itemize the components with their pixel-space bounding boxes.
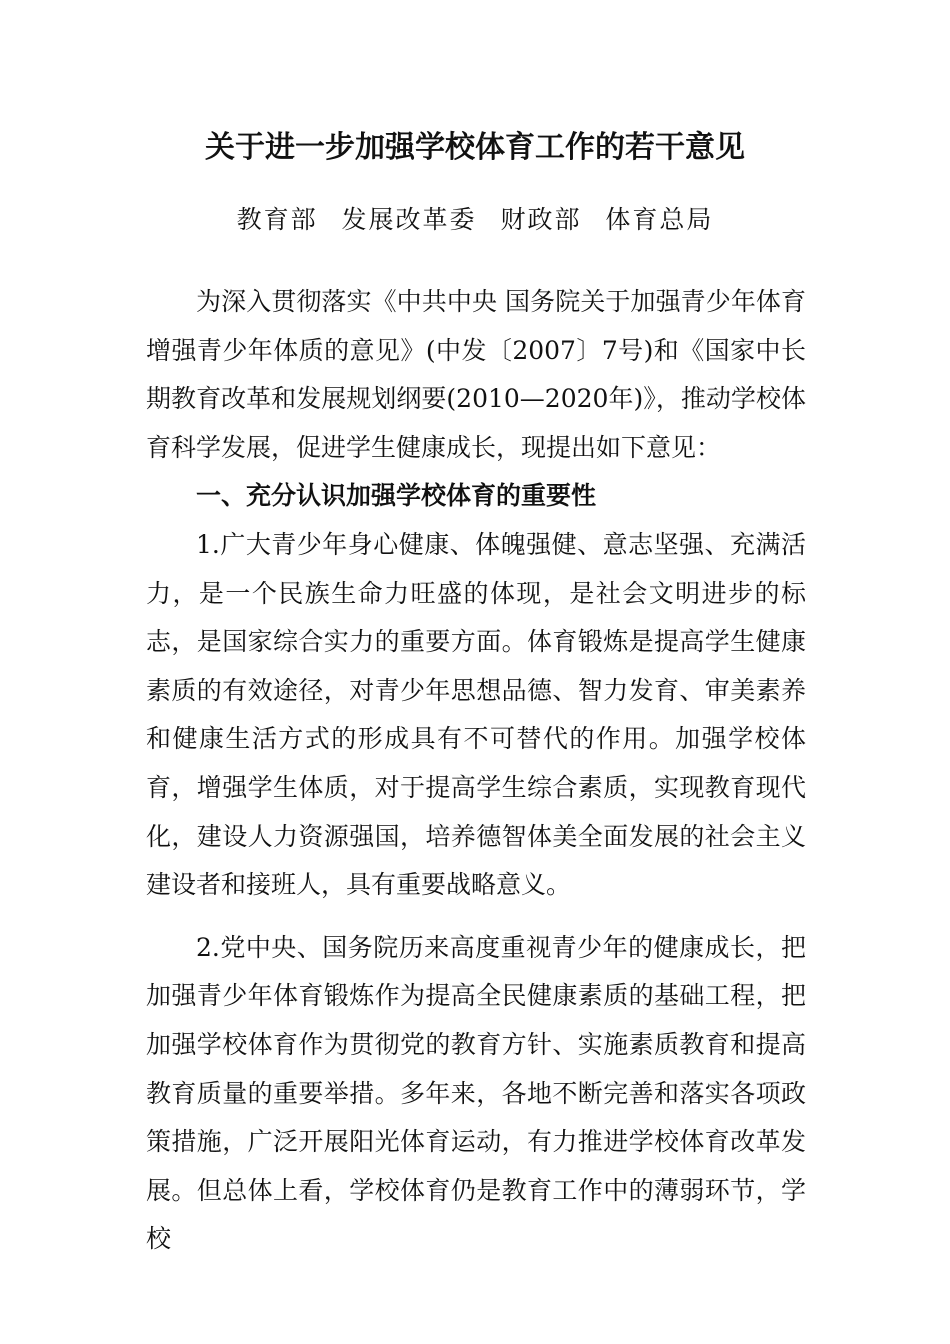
section-heading-1: 一、充分认识加强学校体育的重要性 (196, 481, 597, 511)
intro-paragraph: 为深入贯彻落实《中共中央 国务院关于加强青少年体育增强青少年体质的意见》(中发〔2007〕7号)和《国家中长期教育改革和发展规划纲要(2010—2020年)》，推动学校体育科学发展，促进学生健康成长，现提出如下意见： (146, 287, 806, 462)
issuing-departments: 教育部 发展改革委 财政部 体育总局 (236, 205, 714, 234)
paragraph-2: 2.党中央、国务院历来高度重视青少年的健康成长，把加强青少年体育锻炼作为提高全民健康素质的基础工程，把加强学校体育作为贯彻党的教育方针、实施素质教育和提高教育质量的重要举措。多年来，各地不断完善和落实各项政策措施，广泛开展阳光体育运动，有力推进学校体育改革发展。但总体上看，学校体育仍是教育工作中的薄弱环节，学校 (146, 932, 806, 1254)
document-body (146, 278, 806, 1264)
document-title: 关于进一步加强学校体育工作的若干意见 (205, 130, 745, 165)
paragraph-1: 1.广大青少年身心健康、体魄强健、意志坚强、充满活力，是一个民族生命力旺盛的体现，是社会文明进步的标志，是国家综合实力的重要方面。体育锻炼是提高学生健康素质的有效途径，对青少年思想品德、智力发育、审美素养和健康生活方式的形成具有不可替代的作用。加强学校体育，增强学生体质，对于提高学生综合素质，实现教育现代化，建设人力资源强国，培养德智体美全面发展的社会主义建设者和接班人，具有重要战略意义。 (146, 529, 806, 900)
